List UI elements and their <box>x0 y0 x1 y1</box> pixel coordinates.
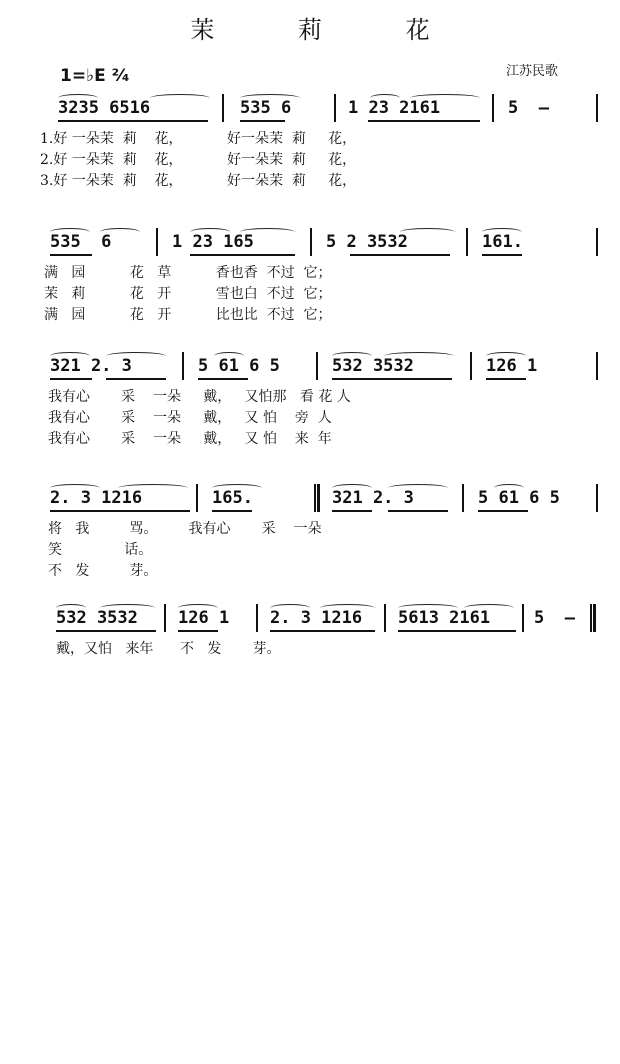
measure-4: 5 61 6 5 <box>478 488 560 508</box>
final-barline <box>590 604 596 632</box>
measure-3: 5 2 3532 <box>326 232 408 252</box>
beam <box>50 510 190 512</box>
measure-1: 535 6 <box>50 232 112 252</box>
beam <box>240 120 285 122</box>
measure-1: 532 3532 <box>56 608 138 628</box>
beam <box>178 630 218 632</box>
lyric-line <box>0 384 620 405</box>
lyric-text: 不 发 芽。 <box>48 563 158 579</box>
slur <box>50 228 90 236</box>
slur <box>58 94 98 102</box>
lyric-text: 将 我 骂。 我有心 采 一朵 <box>48 521 322 537</box>
lyric-text: 满 园 花 开 比也比 不过 它； <box>44 307 332 323</box>
beam <box>332 378 452 380</box>
barline <box>182 352 184 380</box>
barline <box>222 94 224 122</box>
barline <box>256 604 258 632</box>
lyric-line <box>0 281 620 302</box>
lyric-line <box>0 405 620 426</box>
lyric-line <box>0 537 620 558</box>
slur <box>150 94 210 102</box>
measure-3: 1 23 2161 <box>348 98 441 118</box>
beam <box>56 630 156 632</box>
slur <box>240 94 300 102</box>
notation-line <box>0 604 620 636</box>
lyric-line <box>0 126 620 147</box>
beam <box>350 254 450 256</box>
beam <box>106 378 166 380</box>
song-source: 江苏民歌 <box>506 64 559 79</box>
slur <box>106 352 166 360</box>
measure-4: 5613 2161 <box>398 608 491 628</box>
slur <box>398 604 458 612</box>
measure-2: 535 6 <box>240 98 292 118</box>
measure-3: 321 2. 3 <box>332 488 414 508</box>
measure-4: 5 – <box>508 98 549 118</box>
slur <box>464 604 514 612</box>
measure-3: 532 3532 <box>332 356 414 376</box>
lyric-text: 满 园 花 草 香也香 不过 它； <box>44 265 332 281</box>
barline <box>596 484 598 512</box>
barline <box>492 94 494 122</box>
lyric-line <box>0 516 620 537</box>
beam <box>58 120 208 122</box>
slur <box>56 604 86 612</box>
slur <box>388 484 448 492</box>
slur <box>370 94 400 102</box>
barline <box>596 228 598 256</box>
slur <box>384 352 454 360</box>
lyric-text: 戴，又怕 来年 不 发 芽。 <box>56 641 281 657</box>
slur <box>486 352 526 360</box>
notation-line <box>0 484 620 516</box>
lyric-text: 3.好 一朵茉 莉 花， 好一朵茉 莉 花， <box>40 173 357 189</box>
measure-2: 165. <box>212 488 253 508</box>
staff-3 <box>0 352 620 447</box>
barline <box>462 484 464 512</box>
measure-1: 2. 3 1216 <box>50 488 143 508</box>
barline <box>196 484 198 512</box>
measure-1: 321 2. 3 <box>50 356 132 376</box>
slur <box>178 604 218 612</box>
barline <box>522 604 524 632</box>
slur <box>50 484 100 492</box>
staff-1 <box>0 94 620 189</box>
barline <box>316 352 318 380</box>
lyric-line <box>0 168 620 189</box>
beam <box>368 120 480 122</box>
beam <box>50 254 92 256</box>
slur <box>410 94 480 102</box>
beam <box>486 378 526 380</box>
lyric-text: 我有心 采 一朵 戴， 又怕那 看 花 人 <box>48 389 351 405</box>
barline <box>596 352 598 380</box>
staff-4 <box>0 484 620 579</box>
slur <box>482 228 522 236</box>
song-title: 茉 莉 花 <box>190 16 468 44</box>
slur <box>320 604 375 612</box>
beam <box>270 630 375 632</box>
slur <box>240 228 295 236</box>
measure-2: 1 23 165 <box>172 232 254 252</box>
notation-line <box>0 352 620 384</box>
lyric-line <box>0 636 620 657</box>
slur <box>494 484 524 492</box>
measure-4: 126 1 <box>486 356 538 376</box>
measure-4: 161. <box>482 232 523 252</box>
slur <box>214 352 244 360</box>
staff-2 <box>0 228 620 323</box>
barline <box>596 94 598 122</box>
lyric-line <box>0 558 620 579</box>
lyric-line <box>0 260 620 281</box>
lyric-text: 笑 话。 <box>48 542 153 558</box>
barline <box>164 604 166 632</box>
measure-2: 5 61 6 5 <box>198 356 280 376</box>
barline <box>384 604 386 632</box>
notation-line <box>0 94 620 126</box>
beam <box>478 510 528 512</box>
beam <box>482 254 522 256</box>
lyric-text: 茉 莉 花 开 雪也白 不过 它； <box>44 286 332 302</box>
barline <box>466 228 468 256</box>
beam <box>398 630 516 632</box>
staff-5 <box>0 604 620 657</box>
slur <box>332 352 372 360</box>
barline <box>156 228 158 256</box>
lyric-line <box>0 147 620 168</box>
lyric-text: 我有心 采 一朵 戴， 又 怕 来 年 <box>48 431 332 447</box>
barline <box>310 228 312 256</box>
beam <box>198 378 248 380</box>
lyric-text: 2.好 一朵茉 莉 花， 好一朵茉 莉 花， <box>40 152 357 168</box>
lyric-line <box>0 426 620 447</box>
barline <box>470 352 472 380</box>
beam <box>388 510 448 512</box>
barline <box>334 94 336 122</box>
beam <box>332 510 372 512</box>
measure-3: 2. 3 1216 <box>270 608 363 628</box>
slur <box>50 352 90 360</box>
slur <box>400 228 455 236</box>
measure-1: 3235 6516 <box>58 98 151 118</box>
lyric-line <box>0 302 620 323</box>
beam <box>190 254 295 256</box>
lyric-text: 1.好 一朵茉 莉 花， 好一朵茉 莉 花， <box>40 131 357 147</box>
slur <box>270 604 310 612</box>
repeat-barline <box>314 484 320 512</box>
beam <box>212 510 252 512</box>
slur <box>332 484 372 492</box>
lyric-text: 我有心 采 一朵 戴， 又 怕 旁 人 <box>48 410 332 426</box>
notation-line <box>0 228 620 260</box>
slur <box>118 484 188 492</box>
key-signature: 1=♭E ²⁄₄ <box>60 66 130 86</box>
beam <box>50 378 92 380</box>
slur <box>190 228 230 236</box>
measure-5: 5 – <box>534 608 575 628</box>
slur <box>212 484 262 492</box>
measure-2: 126 1 <box>178 608 230 628</box>
slur <box>100 604 155 612</box>
slur <box>100 228 140 236</box>
